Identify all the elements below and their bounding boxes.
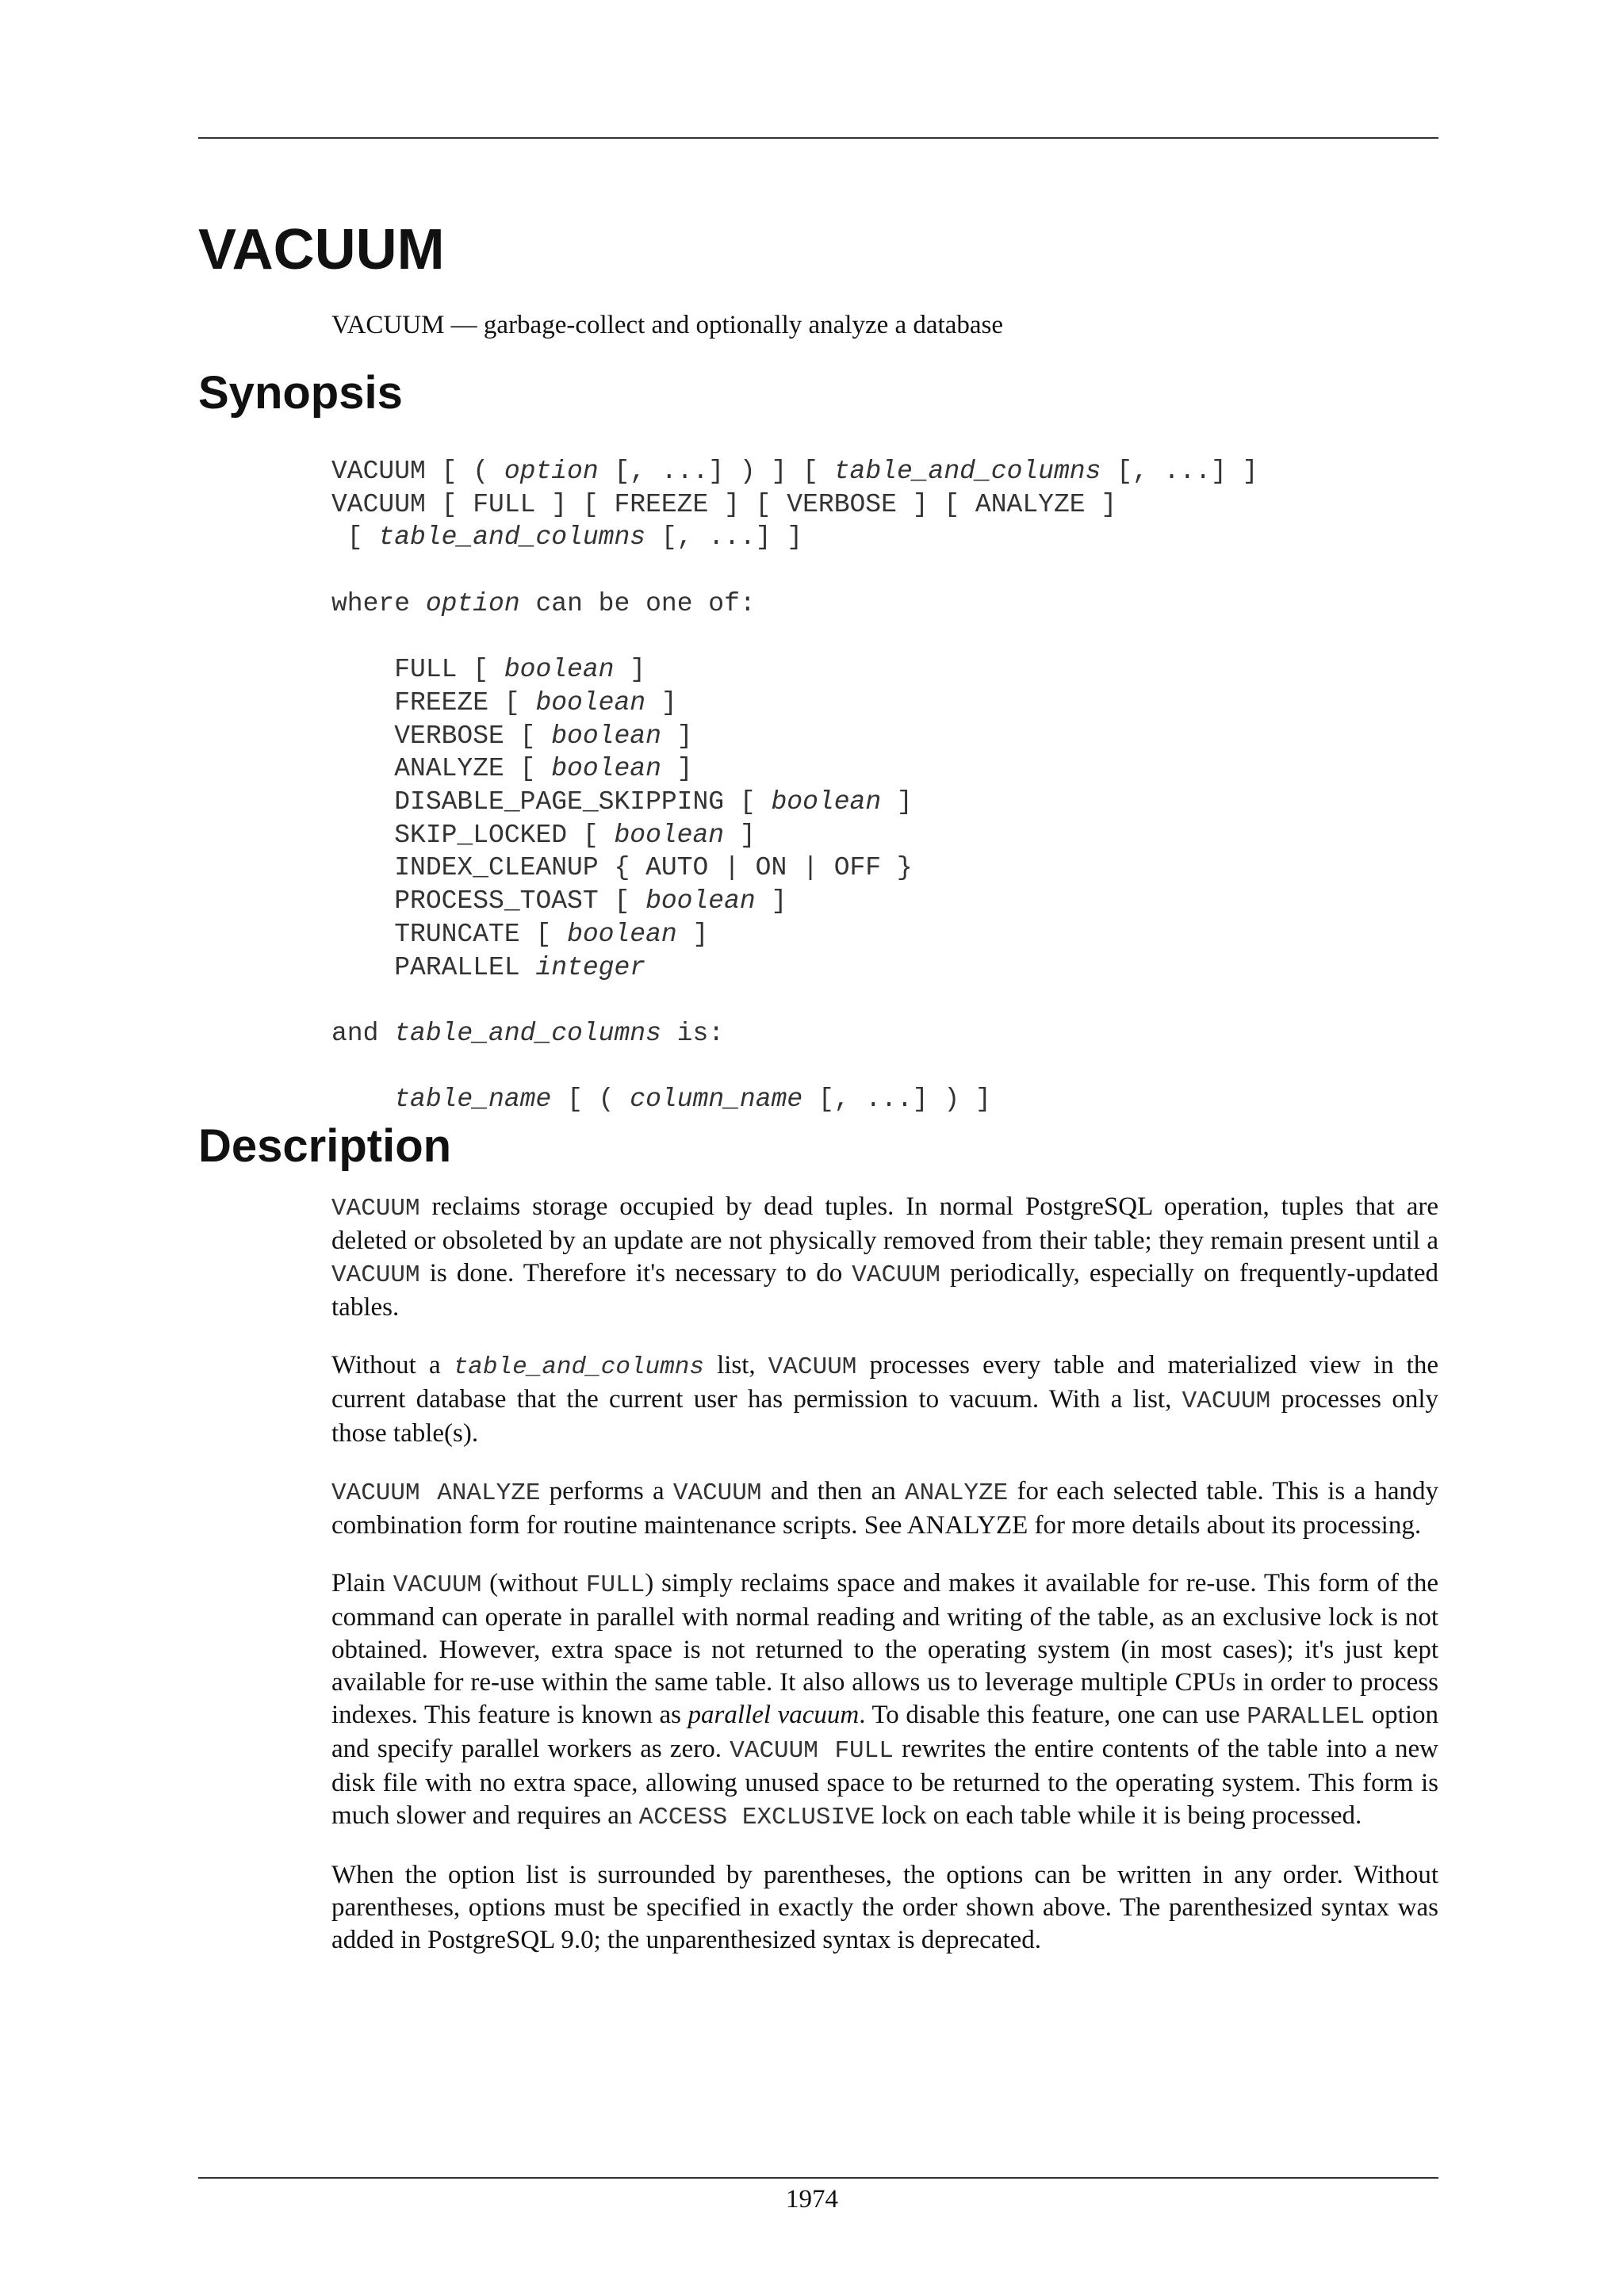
option-name: TRUNCATE [ (331, 919, 568, 949)
inline-code: VACUUM (331, 1261, 420, 1290)
inline-code: VACUUM (672, 1479, 762, 1508)
description-paragraph-1 (331, 1191, 1438, 1324)
inline-code: VACUUM (331, 1195, 420, 1223)
paragraph-text: . To disable this feature, one can use (859, 1701, 1247, 1730)
paragraph-text: option and specify parallel workers as zero. (331, 1701, 1439, 1764)
page-title: VACUUM (198, 218, 445, 281)
paragraph-text: Without a (331, 1351, 454, 1380)
paragraph-text: for each selected table. This is a handy combination form for routine maintenance scripts. See ANALYZE for more details about its processing. (331, 1477, 1438, 1540)
code-text: ] (755, 886, 787, 916)
code-text: and (331, 1018, 395, 1048)
option-name: DISABLE_PAGE_SKIPPING [ (331, 787, 772, 817)
code-placeholder: table_name (394, 1085, 552, 1115)
description-paragraph-2 (331, 1349, 1438, 1450)
paragraph-text: periodically, especially on frequently-updated tables. (331, 1259, 1438, 1322)
code-placeholder: option (425, 588, 520, 618)
code-text: VACUUM [ ( (331, 457, 504, 486)
inline-code: PARALLEL (1247, 1703, 1365, 1732)
paragraph-text: lock on each table while it is being processed. (875, 1801, 1362, 1831)
option-name: PARALLEL (331, 952, 536, 982)
paragraph-text: is done. Therefore it's necessary to do (419, 1259, 852, 1288)
inline-code-placeholder: table_and_columns (453, 1353, 704, 1382)
option-name: ANALYZE [ (331, 754, 552, 784)
paragraph-text: processes only those table(s). (331, 1385, 1438, 1448)
page-content (198, 214, 1438, 1982)
paragraph-text: and then an (761, 1477, 906, 1506)
inline-code: ANALYZE (905, 1479, 1009, 1508)
refpurpose: VACUUM — garbage-collect and optionally analyze a database (331, 311, 1004, 339)
paragraph-text: (without (481, 1569, 586, 1598)
code-placeholder: option (504, 457, 599, 486)
inline-code: VACUUM ANALYZE (331, 1479, 541, 1508)
description-paragraph-3 (331, 1475, 1438, 1542)
code-text: [, ...] ] (645, 522, 803, 553)
code-text: [, ...] ] (1101, 457, 1258, 486)
synopsis-heading: Synopsis (198, 367, 403, 419)
emphasis: parallel vacuum (688, 1701, 860, 1730)
code-text (331, 1085, 394, 1114)
code-text: is: (661, 1018, 725, 1048)
inline-code: VACUUM FULL (730, 1737, 894, 1766)
description-heading: Description (198, 1120, 452, 1173)
option-arg: boolean (567, 919, 677, 949)
code-placeholder: table_and_columns (833, 457, 1101, 486)
option-arg: boolean (535, 687, 646, 718)
option-name: SKIP_LOCKED [ (331, 820, 615, 850)
paragraph-text: ) simply reclaims space and makes it available for re-use. This form of the command can operate in parallel with normal reading and writing of the table, as an exclusive lock is not obtained. However, extra space is not returned to the operating system (in most cases); it's just kept available for re-use within the same table. It also allows us to leverage multiple CPUs in order to process indexes. This feature is known as (331, 1569, 1438, 1730)
code-text: can be one of: (519, 588, 756, 618)
code-text: [, ...] ) ] (802, 1085, 991, 1115)
code-text: ] (724, 820, 756, 850)
inline-code: VACUUM (393, 1571, 482, 1600)
synopsis-code (331, 455, 1438, 1116)
code-placeholder: column_name (630, 1085, 803, 1115)
inline-code: VACUUM (768, 1353, 857, 1382)
page-number: 1974 (786, 2185, 838, 2214)
option-arg: integer (535, 952, 646, 982)
paragraph-text: processes every table and materialized view in the current database that the current user has permission to vacuum. With a list, (331, 1351, 1439, 1414)
description-paragraph-4 (331, 1567, 1438, 1834)
option-name: PROCESS_TOAST [ (331, 886, 646, 916)
header-rule (198, 137, 1438, 139)
option-arg: boolean (504, 655, 615, 685)
option-arg: boolean (614, 820, 725, 850)
code-text: VACUUM [ FULL ] [ FREEZE ] [ VERBOSE ] [ ANALYZE ] (331, 489, 1117, 519)
inline-code: VACUUM (1182, 1387, 1271, 1416)
inline-code: FULL (585, 1571, 645, 1600)
option-name: INDEX_CLEANUP { AUTO | ON | OFF } (331, 853, 913, 883)
option-arg: boolean (645, 886, 756, 916)
description-paragraph-5: When the option list is surrounded by parentheses, the options can be written in any order. Without parentheses, options must be specified in exactly the order shown above. The parenthesized syntax was added in PostgreSQL 9.0; the unparenthesized syntax is deprecated. (331, 1861, 1438, 1955)
option-arg: boolean (551, 754, 661, 784)
paragraph-text: reclaims storage occupied by dead tuples. In normal PostgreSQL operation, tuples that are deleted or obsoleted by an update are not physically removed from their table; they remain present until a (331, 1192, 1438, 1256)
description-body (331, 1191, 1438, 1957)
code-text: [, ...] ) ] [ (598, 457, 834, 486)
inline-code: VACUUM (852, 1261, 940, 1290)
option-name: FREEZE [ (331, 687, 536, 718)
option-name: VERBOSE [ (331, 721, 552, 751)
code-text: [ ( (551, 1085, 630, 1115)
paragraph-text: rewrites the entire contents of the table into a new disk file with no extra space, allowing unused space to be returned to the operating system. This form is much slower and requires an (331, 1735, 1439, 1831)
code-placeholder: table_and_columns (394, 1018, 661, 1048)
code-text: [ (331, 522, 379, 553)
code-text: ] (645, 687, 677, 718)
code-text: ] (661, 754, 693, 784)
footer-rule (198, 2177, 1438, 2179)
code-text: ] (881, 787, 913, 817)
paragraph-text: performs a (540, 1477, 673, 1506)
code-placeholder: table_and_columns (378, 522, 646, 553)
code-text: where (331, 588, 426, 618)
paragraph-text: list, (703, 1351, 768, 1380)
inline-code: ACCESS EXCLUSIVE (638, 1804, 875, 1832)
code-text: ] (661, 721, 693, 751)
code-text: ] (614, 655, 646, 685)
option-name: FULL [ (331, 655, 504, 685)
option-arg: boolean (551, 721, 661, 751)
paragraph-text: Plain (331, 1569, 393, 1598)
option-arg: boolean (771, 787, 882, 817)
code-text: ] (676, 919, 709, 949)
